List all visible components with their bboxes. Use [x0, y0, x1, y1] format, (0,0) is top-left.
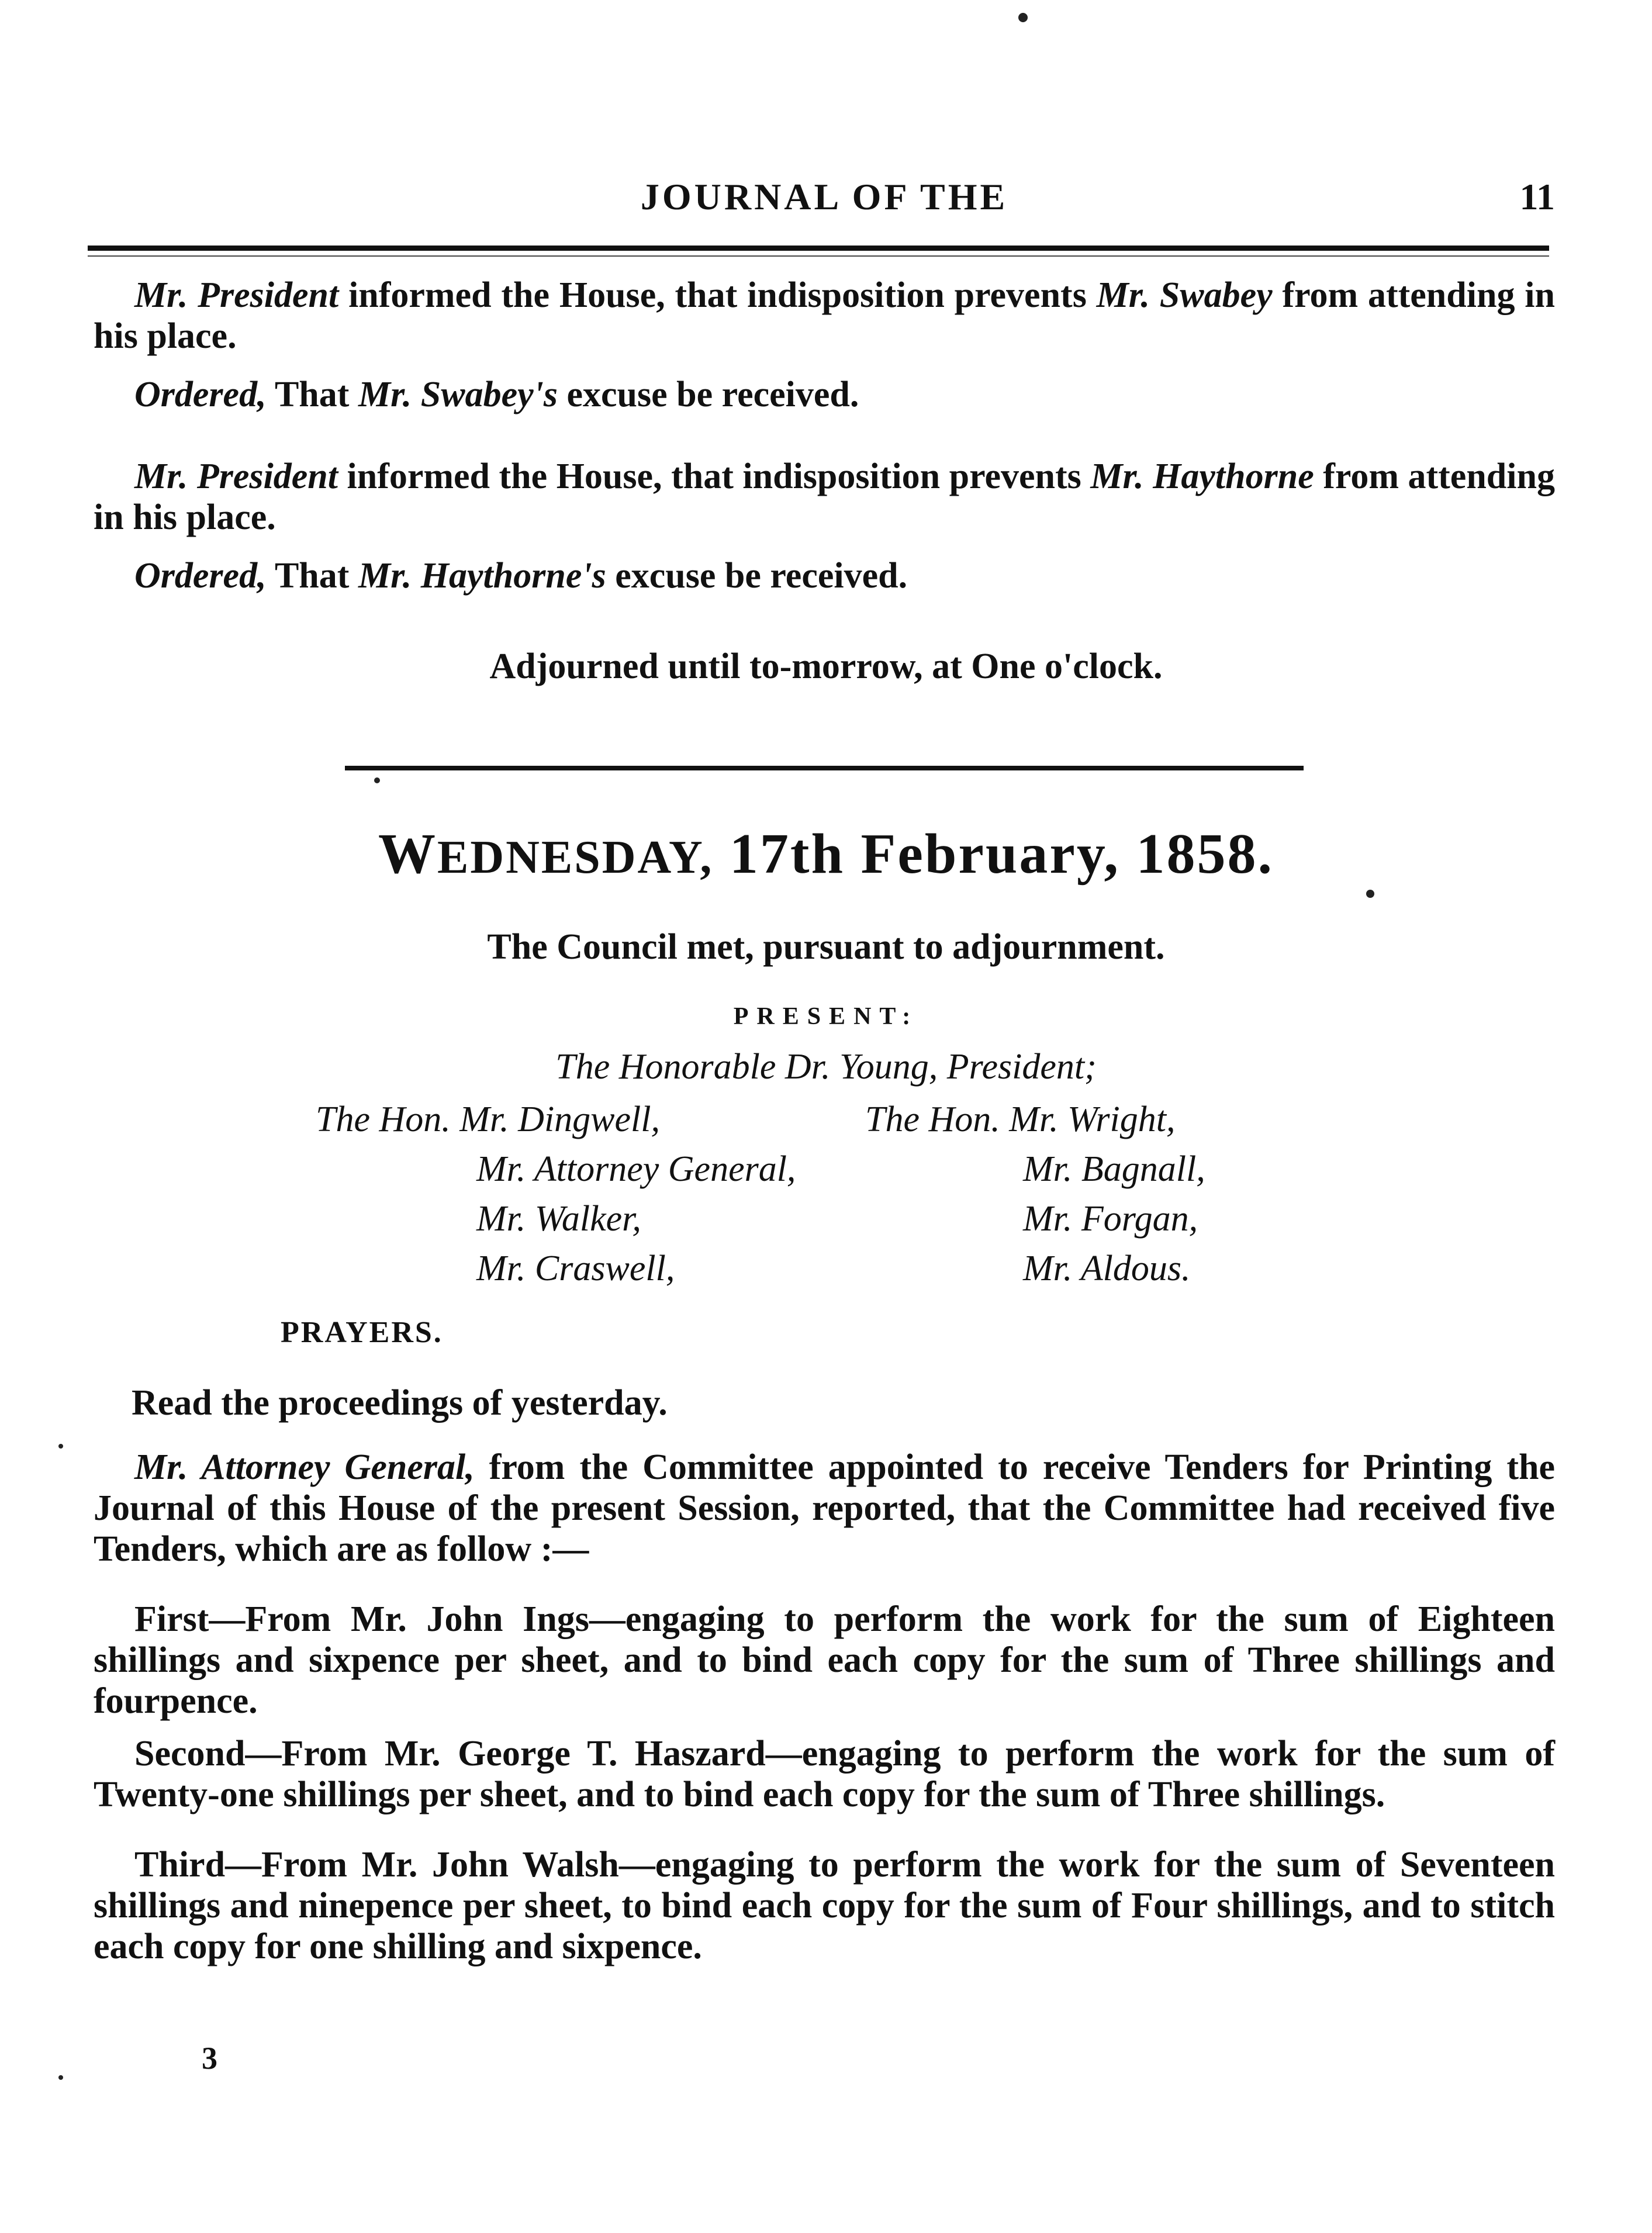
member-left-3: Mr. Walker, [476, 1199, 641, 1239]
member-right-1: The Hon. Mr. Wright, [865, 1100, 1176, 1139]
header-rule-thin [88, 255, 1549, 257]
paragraph-ordered-haythorne [94, 555, 1555, 596]
committee-report-paragraph [94, 1447, 1555, 1570]
scan-speck [58, 1444, 63, 1449]
date-heading-weekday-initial: W [378, 822, 437, 886]
committee-report-paragraph-part-italic-name: Mr. Attorney General, [134, 1447, 475, 1487]
paragraph-president-swabey-part-text: from attending in his place. [94, 275, 1555, 356]
paragraph-ordered-swabey-part-italic-name: Ordered, [134, 375, 267, 414]
scan-speck [1366, 890, 1374, 898]
read-proceedings-line: Read the proceedings of yesterday. [132, 1383, 668, 1423]
president-line: The Honorable Dr. Young, President; [555, 1047, 1097, 1087]
running-header [94, 175, 1555, 234]
paragraph-president-haythorne [94, 456, 1555, 538]
running-header-title: JOURNAL OF THE [640, 176, 1008, 217]
scan-speck [58, 2075, 63, 2080]
tender-first: First—From Mr. John Ings—engaging to perform the work for the sum of Eighteen shillings and sixpence per sheet, and to bind each copy for the sum of Three shillings and fourpence. [94, 1599, 1555, 1721]
paragraph-ordered-swabey-part-italic-name: Mr. Swabey's [358, 375, 558, 414]
member-left-4: Mr. Craswell, [476, 1249, 675, 1288]
prayers-heading: PRAYERS. [281, 1316, 443, 1349]
member-left-2: Mr. Attorney General, [476, 1149, 796, 1189]
paragraph-ordered-swabey-part-text: That [266, 375, 358, 414]
paragraph-president-haythorne-part-italic-name: Mr. Haythorne [1090, 457, 1314, 496]
paragraph-ordered-swabey-part-text: excuse be received. [558, 375, 859, 414]
date-heading-date: 17th February, 1858. [729, 822, 1274, 886]
present-label: PRESENT: [733, 1003, 919, 1030]
header-rule [88, 246, 1549, 251]
member-right-4: Mr. Aldous. [1023, 1249, 1191, 1288]
tender-third: Third—From Mr. John Walsh—engaging to perform the work for the sum of Seventeen shillings and ninepence per sheet, to bind each copy for the sum of Four shillings, and to stitch each copy for one shilling and sixpence. [94, 1845, 1555, 1966]
scan-speck [374, 777, 380, 783]
paragraph-ordered-haythorne-part-text: excuse be received. [606, 556, 908, 596]
paragraph-president-haythorne-part-italic-name: Mr. President [134, 457, 338, 496]
paragraph-president-swabey-part-italic-name: Mr. President [134, 275, 339, 315]
member-left-1: The Hon. Mr. Dingwell, [316, 1100, 660, 1139]
signature-mark: 3 [202, 2041, 217, 2076]
date-heading-weekday-rest: EDNESDAY, [437, 832, 714, 883]
member-right-3: Mr. Forgan, [1023, 1199, 1198, 1239]
council-met-line: The Council met, pursuant to adjournment. [487, 927, 1165, 967]
paragraph-president-swabey-part-italic-name: Mr. Swabey [1096, 275, 1273, 315]
paragraph-ordered-haythorne-part-text: That [266, 556, 358, 596]
paragraph-ordered-haythorne-part-italic-name: Mr. Haythorne's [358, 556, 606, 596]
paragraph-ordered-haythorne-part-italic-name: Ordered, [134, 556, 267, 596]
committee-report-paragraph-part-text: from the Committee appointed to receive Tenders for Printing the Journal of this House of the present Session, reported, that the Committee had received five Tenders, which are as follow :— [94, 1447, 1555, 1569]
paragraph-president-swabey [94, 275, 1555, 357]
adjourned-line: Adjourned until to-morrow, at One o'clock. [489, 647, 1163, 686]
paragraph-president-haythorne-part-text: from attending in his place. [94, 457, 1555, 537]
paragraph-president-swabey-part-text: informed the House, that indisposition prevents [338, 275, 1097, 315]
scan-speck [1018, 13, 1028, 22]
paragraph-president-haythorne-part-text: informed the House, that indisposition prevents [337, 457, 1091, 496]
tender-second: Second—From Mr. George T. Haszard—engaging to perform the work for the sum of Twenty-one shillings per sheet, and to bind each copy for the sum of Three shillings. [94, 1734, 1555, 1814]
page-number: 11 [1519, 176, 1555, 217]
section-rule [345, 766, 1304, 770]
paragraph-ordered-swabey [94, 374, 1555, 415]
date-heading [0, 821, 1652, 887]
member-right-2: Mr. Bagnall, [1023, 1149, 1205, 1189]
